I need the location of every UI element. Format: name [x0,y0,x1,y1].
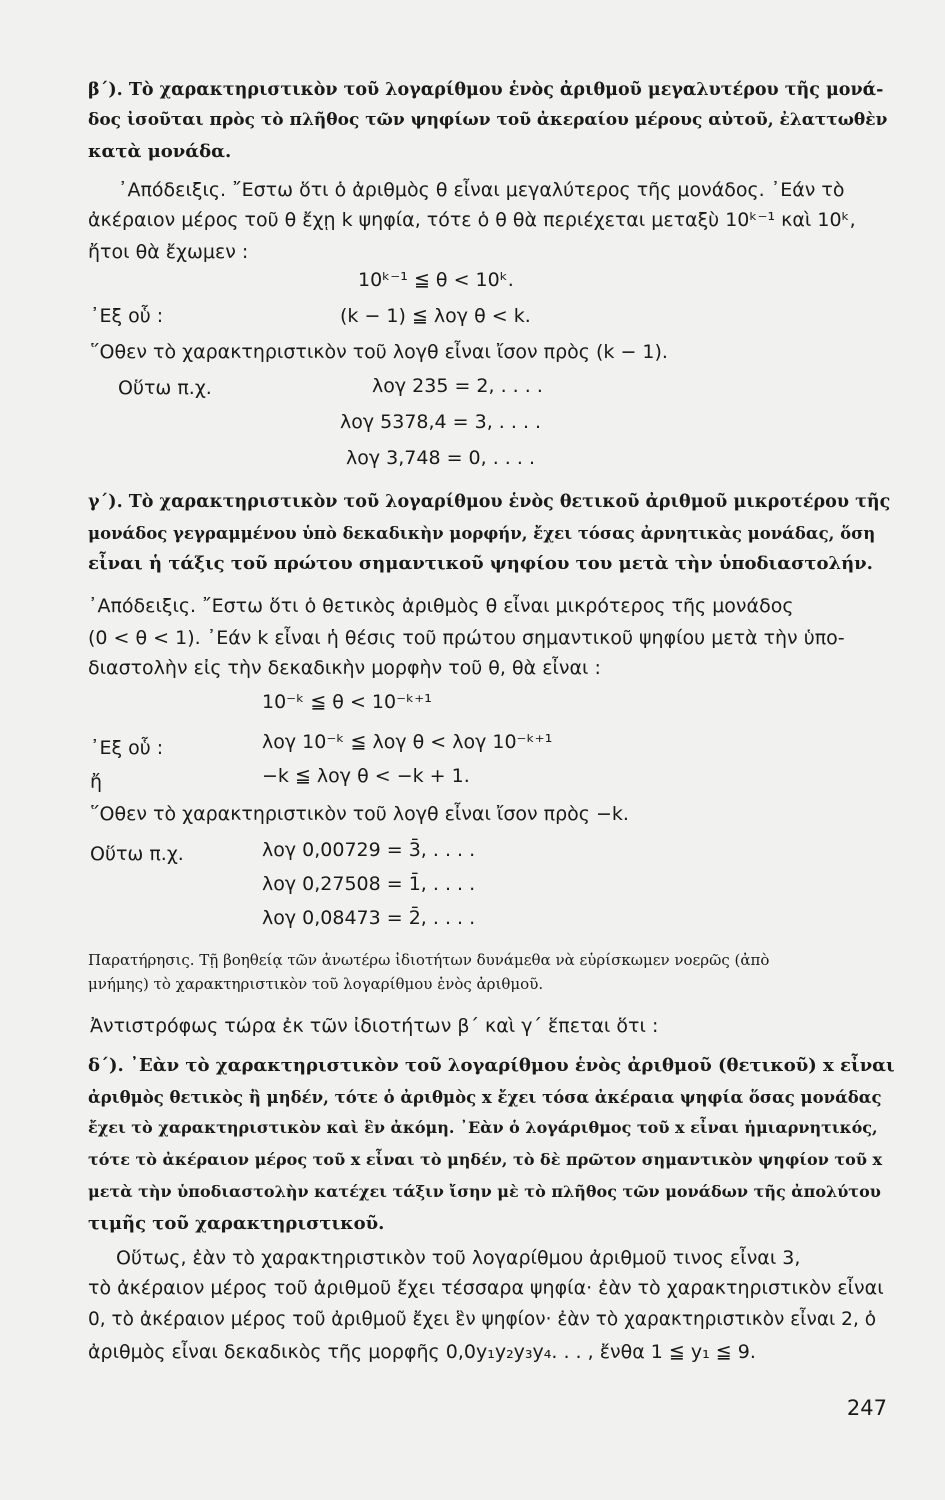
section-c-conclusion: ῞Οθεν τὸ χαρακτηριστικὸν τοῦ λογθ εἶναι ἴσον πρὸς −k. [90,803,629,825]
section-b-proof-2: ἀκέραιον μέρος τοῦ θ ἔχῃ k ψηφία, τότε ὁ θ θὰ περιέχεται μεταξὺ 10ᵏ⁻¹ καὶ 10ᵏ, [88,209,856,231]
section-c-inequality-3: −k ≦ λογ θ < −k + 1. [262,765,470,787]
section-b-example-2: λογ 5378,4 = 3, . . . . [340,411,542,433]
section-b-line-2: δος ἰσοῦται πρὸς τὸ πλῆθος τῶν ψηφίων τοῦ ἀκεραίου μέρους αὐτοῦ, ἐλαττωθὲν [88,110,888,130]
section-c-example-3: λογ 0,08473 = 2̄, . . . . [262,907,476,929]
remark-line-2: μνήμης) τὸ χαρακτηριστικὸν τοῦ λογαρίθμου ἑνὸς ἀριθμοῦ. [88,975,544,993]
final-line-2: τὸ ἀκέραιον μέρος τοῦ ἀριθμοῦ ἔχει τέσσαρα ψηφία· ἐὰν τὸ χαρακτηριστικὸν εἶναι [88,1277,884,1299]
section-c-example-1: λογ 0,00729 = 3̄, . . . . [262,839,476,861]
section-c-hence-label: ᾿Εξ οὗ : [90,737,164,759]
final-line-4: ἀριθμὸς εἶναι δεκαδικὸς τῆς μορφῆς 0,0y₁y₂y₃y₄. . . , ἔνθα 1 ≦ y₁ ≦ 9. [88,1341,756,1363]
section-c-line-2: μονάδος γεγραμμένου ὑπὸ δεκαδικὴν μορφήν, ἔχει τόσας ἀρνητικὰς μονάδας, ὅση [88,524,876,543]
section-c-line-3: εἶναι ἡ τάξις τοῦ πρώτου σημαντικοῦ ψηφίου του μετὰ τὴν ὑποδιαστολήν. [88,553,873,574]
section-b-proof-3: ἤτοι θὰ ἔχωμεν : [88,241,249,263]
section-d-line-1: δ΄). ᾿Εὰν τὸ χαρακτηριστικὸν τοῦ λογαρίθμου ἑνὸς ἀριθμοῦ (θετικοῦ) x εἶναι [88,1055,895,1076]
section-c-example-2: λογ 0,27508 = 1̄, . . . . [262,873,476,895]
section-c-proof-3: διαστολὴν εἰς τὴν δεκαδικὴν μορφὴν τοῦ θ, θὰ εἶναι : [88,657,601,679]
section-b-hence-label: ᾿Εξ οὗ : [90,305,164,327]
section-d-line-3: ἔχει τὸ χαρακτηριστικὸν καὶ ἓν ἀκόμη. ᾿Εὰν ὁ λογάριθμος τοῦ x εἶναι ἡμιαρνητικός, [88,1118,878,1137]
section-c-proof-2: (0 < θ < 1). ᾿Εάν k εἶναι ἡ θέσις τοῦ πρώτου σημαντικοῦ ψηφίου μετὰ τὴν ὑπο- [88,627,845,649]
section-b-inequality-1: 10ᵏ⁻¹ ≦ θ < 10ᵏ. [358,269,514,291]
section-b-example-1: λογ 235 = 2, . . . . [372,375,543,397]
section-b-line-3: κατὰ μονάδα. [88,141,232,162]
section-c-inequality-2: λογ 10⁻ᵏ ≦ λογ θ < λογ 10⁻ᵏ⁺¹ [262,731,553,753]
section-b-example-label: Οὕτω π.χ. [118,377,212,399]
section-d-line-4: τότε τὸ ἀκέραιον μέρος τοῦ x εἶναι τὸ μηδέν, τὸ δὲ πρῶτον σημαντικὸν ψηφίον τοῦ x [88,1150,883,1169]
section-d-line-2: ἀριθμὸς θετικὸς ἢ μηδέν, τότε ὁ ἀριθμὸς x ἔχει τόσα ἀκέραια ψηφία ὅσας μονάδας [88,1088,882,1107]
section-d-line-5: μετὰ τὴν ὑποδιαστολὴν κατέχει τάξιν ἴσην μὲ τὸ πλῆθος τῶν μονάδων τῆς ἀπολύτου [88,1182,881,1201]
final-line-1: Οὕτως, ἐὰν τὸ χαρακτηριστικὸν τοῦ λογαρίθμου ἀριθμοῦ τινος εἶναι 3, [116,1247,801,1269]
section-c-or-label: ἤ [90,771,103,793]
page-number: 247 [846,1396,887,1420]
section-c-inequality-1: 10⁻ᵏ ≦ θ < 10⁻ᵏ⁺¹ [262,691,432,713]
remark-line-1: Παρατήρησις. Τῇ βοηθείᾳ τῶν ἀνωτέρω ἰδιοτήτων δυνάμεθα νὰ εὑρίσκωμεν νοερῶς (ἀπὸ [88,951,770,969]
section-b-example-3: λογ 3,748 = 0, . . . . [346,447,535,469]
section-b-proof-1: ᾿Απόδειξις. ῎Εστω ὅτι ὁ ἀριθμὸς θ εἶναι μεγαλύτερος τῆς μονάδος. ᾿Εάν τὸ [118,179,845,201]
section-b-line-1: β΄). Τὸ χαρακτηριστικὸν τοῦ λογαρίθμου ἑνὸς ἀριθμοῦ μεγαλυτέρου τῆς μονά- [88,80,884,100]
section-c-line-1: γ΄). Τὸ χαρακτηριστικὸν τοῦ λογαρίθμου ἑνὸς θετικοῦ ἀριθμοῦ μικροτέρου τῆς [88,492,891,512]
section-c-example-label: Οὕτω π.χ. [90,843,184,865]
final-line-3: 0, τὸ ἀκέραιον μέρος τοῦ ἀριθμοῦ ἔχει ἓν ψηφίον· ἐὰν τὸ χαρακτηριστικὸν εἶναι 2, ὁ [88,1309,877,1330]
section-d-line-6: τιμῆς τοῦ χαρακτηριστικοῦ. [88,1213,385,1234]
section-c-proof-1: ᾿Απόδειξις. ῎Εστω ὅτι ὁ θετικὸς ἀριθμὸς θ εἶναι μικρότερος τῆς μονάδος [88,595,794,617]
section-b-conclusion: ῞Οθεν τὸ χαρακτηριστικὸν τοῦ λογθ εἶναι ἴσον πρὸς (k − 1). [90,341,668,363]
section-b-inequality-2: (k − 1) ≦ λογ θ < k. [340,305,531,327]
conversely-line: Ἀντιστρόφως τώρα ἐκ τῶν ἰδιοτήτων β΄ καὶ γ΄ ἕπεται ὅτι : [90,1015,659,1037]
